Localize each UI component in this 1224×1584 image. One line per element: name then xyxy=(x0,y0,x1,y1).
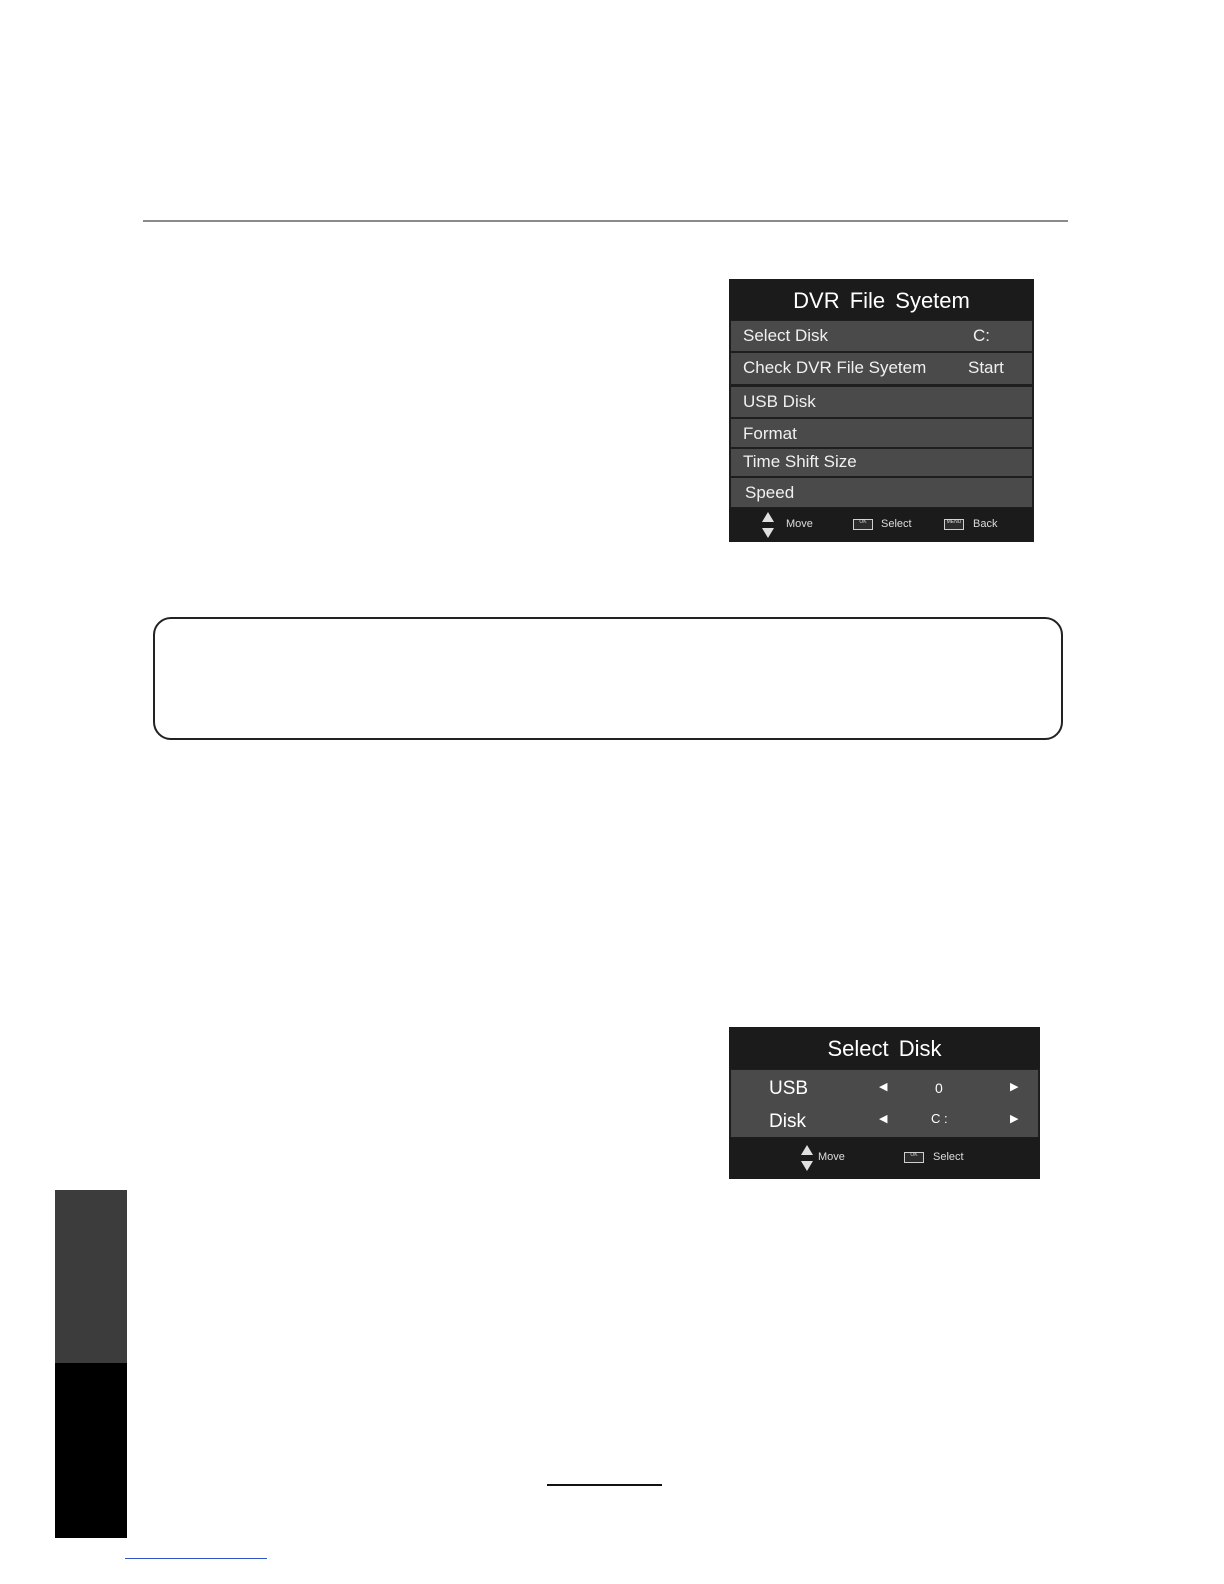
menu-row-select-disk[interactable] xyxy=(731,321,1032,351)
menu-row-value: C : xyxy=(931,1111,948,1126)
right-arrow-icon[interactable]: ▶ xyxy=(1010,1113,1019,1125)
menu-row-label: Check DVR File Syetem xyxy=(743,358,927,377)
header-rule xyxy=(143,220,1068,222)
ok-key-icon: OK xyxy=(853,519,873,530)
menu-row-label: Select Disk xyxy=(743,326,829,345)
menu-row-label: USB xyxy=(769,1078,809,1099)
link-underline xyxy=(125,1558,267,1559)
note-box xyxy=(153,617,1063,740)
page-number-rule xyxy=(547,1484,662,1486)
menu-row-value: C: xyxy=(973,326,990,345)
menu-row-usb-disk[interactable] xyxy=(731,387,1032,417)
menu-body xyxy=(731,1070,1038,1137)
menu-row-format[interactable] xyxy=(731,419,1032,447)
footer-select-label: Select xyxy=(933,1151,964,1163)
menu-row-value: 0 xyxy=(935,1080,943,1096)
left-arrow-icon[interactable]: ◀ xyxy=(879,1113,888,1125)
menu-row-label: Time Shift Size xyxy=(743,452,857,471)
left-arrow-icon[interactable]: ◀ xyxy=(879,1081,888,1093)
menu-row-label: Disk xyxy=(769,1111,806,1132)
right-arrow-icon[interactable]: ▶ xyxy=(1010,1081,1019,1093)
menu-row-speed[interactable] xyxy=(731,478,1032,507)
up-down-arrows-icon xyxy=(801,1145,813,1171)
menu-footer xyxy=(729,508,1034,542)
menu-footer xyxy=(729,1137,1040,1179)
side-tab-black xyxy=(55,1363,127,1538)
menu-row-check-dvr-file-system[interactable] xyxy=(731,353,1032,384)
menu-row-usb[interactable] xyxy=(731,1072,1038,1104)
footer-move-label: Move xyxy=(818,1151,845,1163)
menu-row-time-shift-size[interactable] xyxy=(731,449,1032,476)
select-disk-menu xyxy=(729,1027,1040,1179)
footer-move-label: Move xyxy=(786,518,813,530)
footer-back-label: Back xyxy=(973,518,998,530)
side-tab-grey xyxy=(55,1190,127,1364)
menu-row-label: Format xyxy=(743,424,797,443)
menu-row-label: USB Disk xyxy=(743,392,816,411)
menu-row-disk[interactable] xyxy=(731,1104,1038,1136)
menu-row-value: Start xyxy=(968,358,1004,377)
menu-title: DVR File Syetem xyxy=(729,279,1034,320)
menu-key-icon: MENU xyxy=(944,519,964,530)
menu-title: Select Disk xyxy=(729,1027,1040,1069)
ok-key-icon: OK xyxy=(904,1152,924,1163)
dvr-file-system-menu xyxy=(729,279,1034,542)
menu-row-label: Speed xyxy=(745,483,795,502)
up-down-arrows-icon xyxy=(762,512,774,538)
footer-select-label: Select xyxy=(881,518,912,530)
